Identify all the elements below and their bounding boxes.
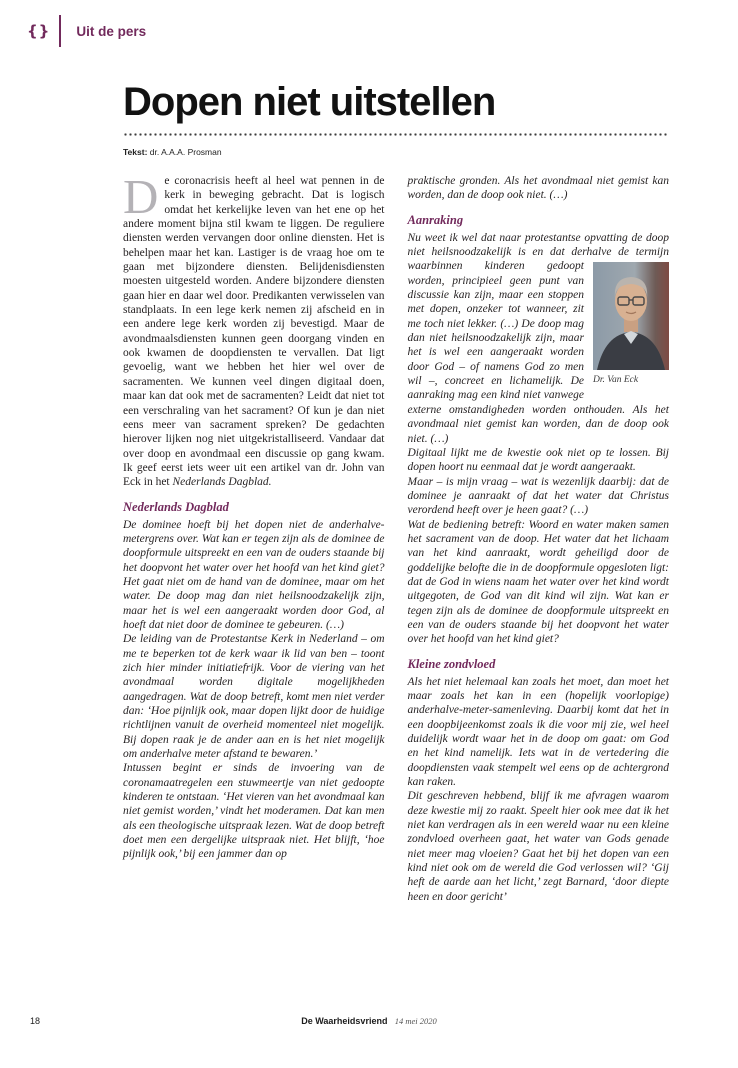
column-right: [408, 174, 670, 904]
issue-date: 14 mei 2020: [394, 1016, 437, 1026]
photo-caption: Dr. Van Eck: [593, 375, 639, 386]
column-left: [123, 169, 385, 904]
intro-paragraph: [123, 169, 385, 490]
article: [123, 80, 669, 904]
article-title: Dopen niet uitstellen: [123, 80, 496, 124]
byline-label: Tekst:: [123, 147, 148, 157]
byline: [123, 147, 669, 157]
body-paragraph: Digitaal lijkt me de kwestie ook niet op te lossen. Bij dopen hoort nu eenmaal dat je wordt aangeraakt.: [407, 446, 669, 474]
dropcap: D: [123, 169, 159, 224]
aanraking-lead-after: worden, principieel geen punt van discussie kan zijn, maar een stoppen met dopen, onzeker tot wanneer, zit me toch niet lekker. (…) De doop mag dan niet heilsnoodzakelijk zijn, maar het is wel een aangeraakt worden door God – of namens God zo men wil –, concreet en lichamelijk. De aanraking mag een kind niet vanwege externe omstandigheden worden onthouden. Als het avondmaal niet gemist kan worden, dan de doop ook niet. (…): [407, 274, 669, 445]
two-column-body: [123, 169, 669, 904]
portrait-photo: [593, 262, 669, 370]
dotted-divider: [123, 133, 669, 136]
portrait-figure: [593, 262, 669, 387]
magazine-name: De Waarheidsvriend: [301, 1016, 388, 1026]
byline-author: dr. A.A.A. Prosman: [149, 147, 222, 157]
intro-text: e coronacrisis heeft al heel wat pennen in de kerk in beweging gebracht. Dat is logisch omdat het kerkelijke leven van het ene op het andere moment bijna stil kwam te liggen. De reguliere diensten werden vervangen door online diensten. Het is behelpen maar het kan. Lastiger is de vraag hoe om te gaan met bijzondere diensten. Belijdenisdiensten moesten uitgesteld worden. Andere bijzondere diensten gaan hier en daar wel door. Predikanten verwisselen van standplaats. In een lege kerk nemen zij afscheid en in een andere lege kerk worden zij bevestigd. Maar de avondmaalsdiensten kunnen geen doorgang vinden en ook kwamen de doopdiensten te vervallen. Dat ligt gevoelig, want we hebben het hier wel over de sacramenten. We kunnen veel dingen digitaal doen, maar kan dat ook met de sacramenten? Leidt dat niet tot een verschraling van het sacrament? Of kun je dan niet eens meer van sacrament spreken? De gedachten hierover lijken nog niet uitgekristalliseerd. Vandaar dat over doop en avondmaal een discussie op gang kwam. Ik geef eerst iets weer uit een artikel van dr. John van Eck in het: [123, 175, 385, 489]
portrait-illustration: [593, 262, 669, 370]
paragraph-with-photo: [408, 231, 670, 446]
footer-center: [0, 1016, 738, 1026]
body-paragraph: Als het niet helemaal kan zoals het moet, dan moet het maar zoals het kan in een (hopelijk voorlopige) anderhalve-meter-samenleving. Daarbij komt dat het in een doopbijeenkomst zoals ik die voor mij zie, wel heel duidelijk wordt waar het in de doop om gaat: om God en het kind namelijk. Iets wat in de vertedering die doopdiensten vaak stempelt wel eens op de achtergrond kan raken.: [407, 675, 669, 789]
body-paragraph: De dominee hoeft bij het dopen niet de anderhalve-metergrens over. Wat kan er tegen zijn als de dominee de doopformule uitspreekt en een van de ouders staande bij het doopvont het water over het hoofd van het kind giet? Het gaat niet om de hand van de dominee, maar om het water. De doop mag dan niet heilsnoodzakelijk zijn, maar het is wel een aangeraakt worden door God, al hoeft dat niet door de dominee te gebeuren. (…): [123, 518, 385, 631]
section-header: [27, 14, 146, 48]
intro-italic-tail: Nederlands Dagblad.: [172, 476, 272, 489]
body-paragraph: Wat de bediening betreft: Woord en water maken samen het sacrament van de doop. Het water dat het lichaam van het kind aanraakt, wordt geheiligd door de goddelijke belofte die in de doopformule opgesloten ligt: dat de God in wiens naam het water over het kind wordt uitgegoten, de God van dit kind wil zijn. Wat kan er tegen zijn als de dominee de doopformule uitspreekt en een van de ouders staande bij het doopvont het water over het hoofd van het kind giet?: [407, 518, 669, 646]
body-paragraph: Intussen begint er sinds de invoering van de coronamaatregelen een stuwmeertje van niet gedoopte kinderen te ontstaan. ‘Het vieren van het avondmaal kan niet gemist worden,’ vindt het moderamen. Dat kan men als een theologische uitspraak lezen. Wat de doop betreft doet men een dergelijke uitspraak niet. Het blijft, ‘hoe pijnlijk ook,’ bij een jammer dan op: [123, 762, 385, 861]
kicker-divider: [59, 15, 61, 47]
continuation-paragraph: praktische gronden. Als het avondmaal niet gemist kan worden, dan de doop ook niet. (…): [407, 175, 669, 202]
body-paragraph: Dit geschreven hebbend, blijf ik me afvragen waarom deze kwestie mij zo raakt. Speelt hier ook mee dat ik het niet kan verdragen als in een wereld waar nu een kleine zondvloed overheen gaat, het water van Gods genade niet meer mag vloeien? Gaat het bij het dopen van een kind niet ook om de wereld die God verlossen wil? ‘Gij heft de aarde aan het licht,’ zegt Barnard, ‘door diepte heen en door gericht’: [407, 790, 669, 903]
body-paragraph: De leiding van de Protestantse Kerk in Nederland – om me te beperken tot de kerk waar ik lid van ben – toont zich hier minder initiatiefrijk. Voor de viering van het avondmaal worden digitale mogelijkheden aangedragen. Wat de doop betreft, komt men niet verder dan: ‘Hoe pijnlijk ook, maar dopen lijkt door de huidige richtlijnen vanuit de overheid momenteel niet mogelijk. Bij dopen raak je de ander aan en is het niet mogelijk om anderhalve meter afstand te bewaren.’: [123, 633, 385, 761]
page-number: 18: [30, 1016, 41, 1026]
body-paragraph: Maar – is mijn vraag – wat is wezenlijk daarbij: dat de dominee je aanraakt of dat het water dat Christus verordend heeft over je heen gaat? (…): [407, 475, 669, 517]
subhead-nederlands-dagblad: Nederlands Dagblad: [123, 499, 229, 514]
page-footer: [0, 1016, 738, 1030]
brace-logo-icon: {}: [27, 22, 51, 40]
section-label: Uit de pers: [76, 23, 147, 39]
aanraking-lead-before: Nu weet ik wel dat naar protestantse opvatting de doop niet heilsnoodzakelijk is en dat derhalve de termijn waarbinnen kinderen gedoopt: [407, 231, 669, 273]
subhead-aanraking: Aanraking: [407, 212, 464, 227]
subhead-kleine-zondvloed: Kleine zondvloed: [407, 656, 496, 671]
